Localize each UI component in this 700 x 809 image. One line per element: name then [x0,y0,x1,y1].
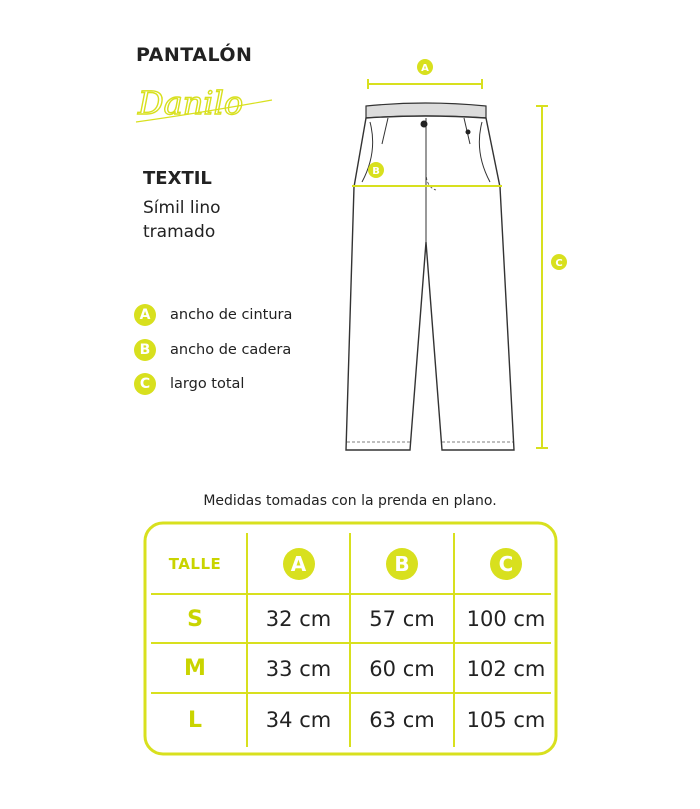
size-cell: S [187,606,203,632]
size-cell: L [187,707,203,733]
legend-item [134,338,291,362]
header-badge-c: C [490,548,522,580]
value-cell: 63 cm [369,708,435,732]
value-cell: 102 cm [466,656,546,681]
legend-badge: B [134,339,156,361]
script-name-text: Danilo [138,84,244,122]
measurement-note: Medidas tomadas con la prenda en plano. [203,493,497,509]
table-header-c [454,535,558,593]
value-cell: 33 cm [265,656,332,681]
legend-badge: C [134,373,156,395]
value-cell: 100 cm [466,607,546,631]
legend-text: largo total [170,376,245,392]
header-badge-a: A [283,548,315,580]
product-name-script [134,80,284,132]
legend-text: ancho de cadera [170,342,292,358]
value-cell: 34 cm [265,708,332,732]
value-cell: 105 cm [466,708,546,732]
pants-diagram [340,52,580,466]
table-header-b [350,535,454,593]
header-badge-b: B [386,548,418,580]
fabric-label: TEXTIL [143,168,212,189]
marker-a-label: A [421,63,429,74]
table-header-talle: TALLE [168,555,222,573]
size-cell: M [184,656,206,681]
marker-c-label: C [555,258,563,269]
table-header-a [247,535,350,593]
value-cell: 32 cm [265,607,332,631]
legend-item [134,303,292,327]
size-table [143,521,558,756]
marker-b-label: B [372,166,380,177]
product-title: PANTALÓN [136,44,253,66]
value-cell: 60 cm [369,656,435,681]
legend-item [134,372,244,396]
legend-text: ancho de cintura [170,307,293,323]
legend-badge: A [134,304,156,326]
fabric-value: Símil lino tramado [143,198,221,242]
value-cell: 57 cm [369,607,435,631]
